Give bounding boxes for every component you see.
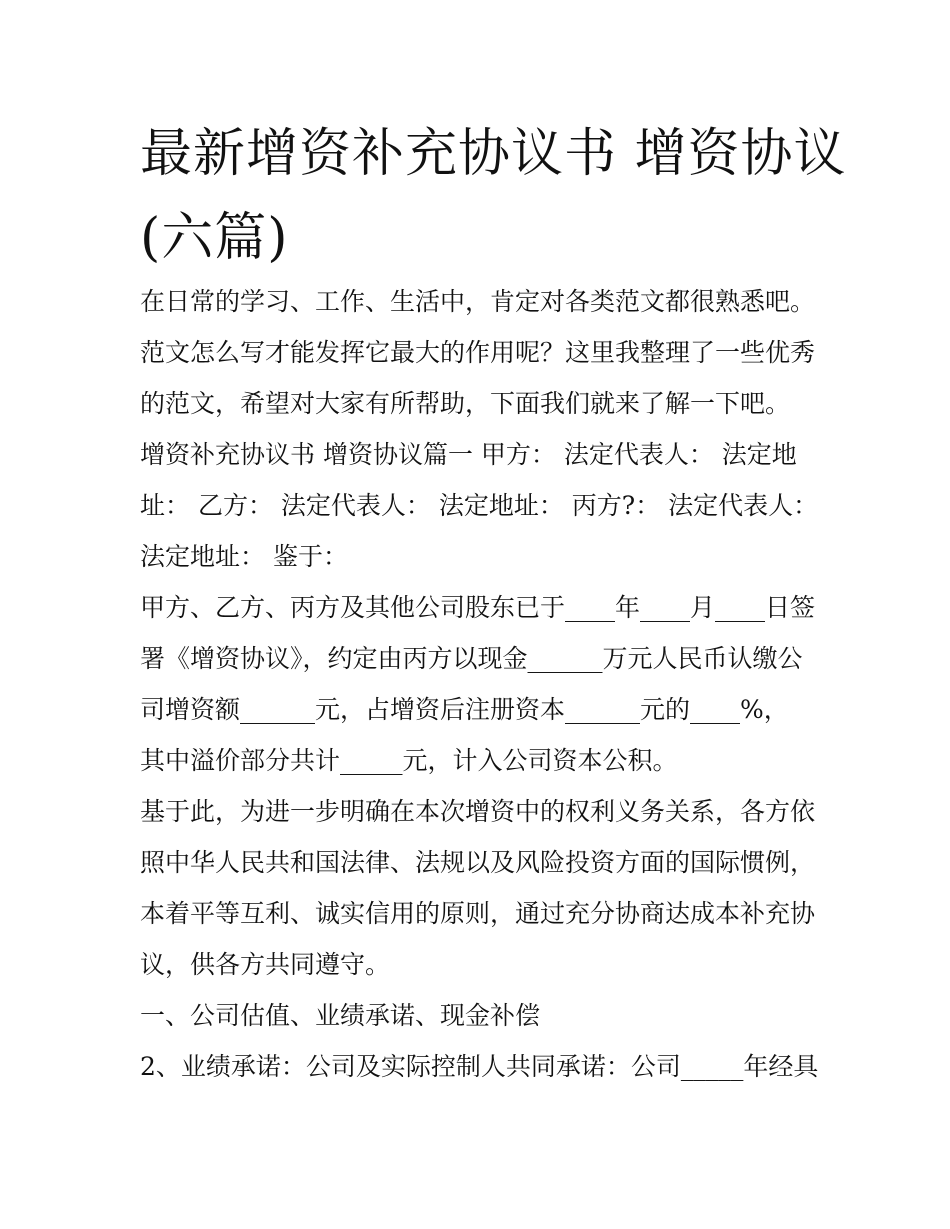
document-title (140, 112, 847, 280)
title-line: (六篇) (140, 208, 289, 268)
body-line: 一、公司估值、业绩承诺、现金补偿 (140, 1001, 541, 1030)
body-line: 署《增资协议》，约定由丙方以现金______万元人民币认缴公 (140, 644, 803, 673)
body-line: 本着平等互利、诚实信用的原则，通过充分协商达成本补充协 (140, 899, 816, 928)
body-line: 增资补充协议书 增资协议篇一 甲方： 法定代表人： 法定地 (140, 440, 797, 469)
body-line: 甲方、乙方、丙方及其他公司股东已于____年____月____日签 (140, 593, 816, 622)
title-line: 最新增资补充协议书 增资协议 (140, 124, 847, 184)
body-line: 基于此，为进一步明确在本次增资中的权利义务关系，各方依 (140, 797, 816, 826)
body-line: 2、业绩承诺：公司及实际控制人共同承诺：公司_____年经具 (140, 1052, 819, 1081)
body-line: 司增资额______元，占增资后注册资本______元的____%， (140, 695, 789, 724)
body-line: 议，供各方共同遵守。 (140, 950, 391, 979)
body-line: 照中华人民共和国法律、法规以及风险投资方面的国际惯例， (140, 848, 816, 877)
document-body (140, 276, 820, 1092)
body-line: 其中溢价部分共计_____元，计入公司资本公积。 (140, 746, 678, 775)
body-line: 的范文，希望对大家有所帮助，下面我们就来了解一下吧。 (140, 389, 791, 418)
body-line: 范文怎么写才能发挥它最大的作用呢？这里我整理了一些优秀 (140, 338, 816, 367)
body-line: 址： 乙方： 法定代表人： 法定地址： 丙方?： 法定代表人： (140, 491, 819, 520)
body-line: 法定地址： 鉴于： (140, 542, 348, 571)
body-line: 在日常的学习、工作、生活中，肯定对各类范文都很熟悉吧。 (140, 287, 816, 316)
